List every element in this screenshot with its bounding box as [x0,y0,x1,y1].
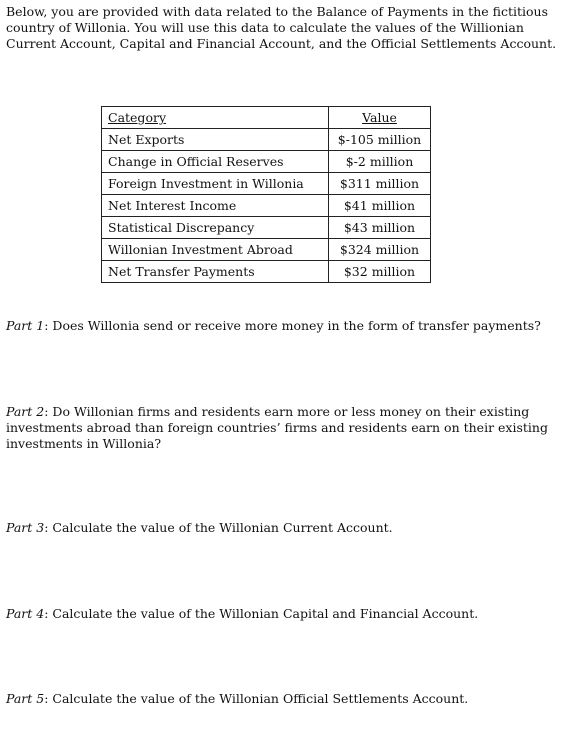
question-label: Part 3 [6,520,45,535]
question-text: : Calculate the value of the Willonian Official Settlements Account. [44,691,469,706]
question-text: : Calculate the value of the Willonian Current Account. [44,520,393,535]
table-row [102,195,431,217]
question-label: Part 2 [6,404,45,419]
header-value: Value [329,107,431,129]
table-row [102,239,431,261]
category-cell: Net Interest Income [102,195,329,217]
category-cell: Statistical Discrepancy [102,217,329,239]
header-category: Category [102,107,329,129]
question-text: : Calculate the value of the Willonian Capital and Financial Account. [44,606,479,621]
value-cell: $41 million [329,195,431,217]
table-header-row [102,107,431,129]
table-row [102,151,431,173]
value-cell: $-105 million [329,129,431,151]
value-cell: $-2 million [329,151,431,173]
value-cell: $32 million [329,261,431,283]
table-row [102,261,431,283]
intro-paragraph: Below, you are provided with data related to the Balance of Payments in the fictitious country of Willonia. You will use this data to calculate the values of the Willionian Current Account, Capital and Financial Account, and the Official Settlements Account. [6,4,557,51]
question-part-2 [6,404,571,452]
balance-of-payments-table [101,106,431,283]
category-cell: Change in Official Reserves [102,151,329,173]
question-part-5 [6,691,571,707]
question-label: Part 5 [6,691,45,706]
value-cell: $324 million [329,239,431,261]
category-cell: Foreign Investment in Willonia [102,173,329,195]
value-cell: $311 million [329,173,431,195]
value-cell: $43 million [329,217,431,239]
question-label: Part 1 [6,318,45,333]
question-part-3 [6,520,571,536]
question-text: : Do Willonian firms and residents earn more or less money on their existing investments abroad than foreign countries’ firms and residents earn on their existing investments in Willonia? [6,404,548,451]
category-cell: Willonian Investment Abroad [102,239,329,261]
question-part-1 [6,318,571,334]
table-row [102,173,431,195]
question-part-4 [6,606,571,622]
question-label: Part 4 [6,606,45,621]
table-row [102,217,431,239]
category-cell: Net Transfer Payments [102,261,329,283]
question-text: : Does Willonia send or receive more money in the form of transfer payments? [44,318,541,333]
category-cell: Net Exports [102,129,329,151]
table-row [102,129,431,151]
